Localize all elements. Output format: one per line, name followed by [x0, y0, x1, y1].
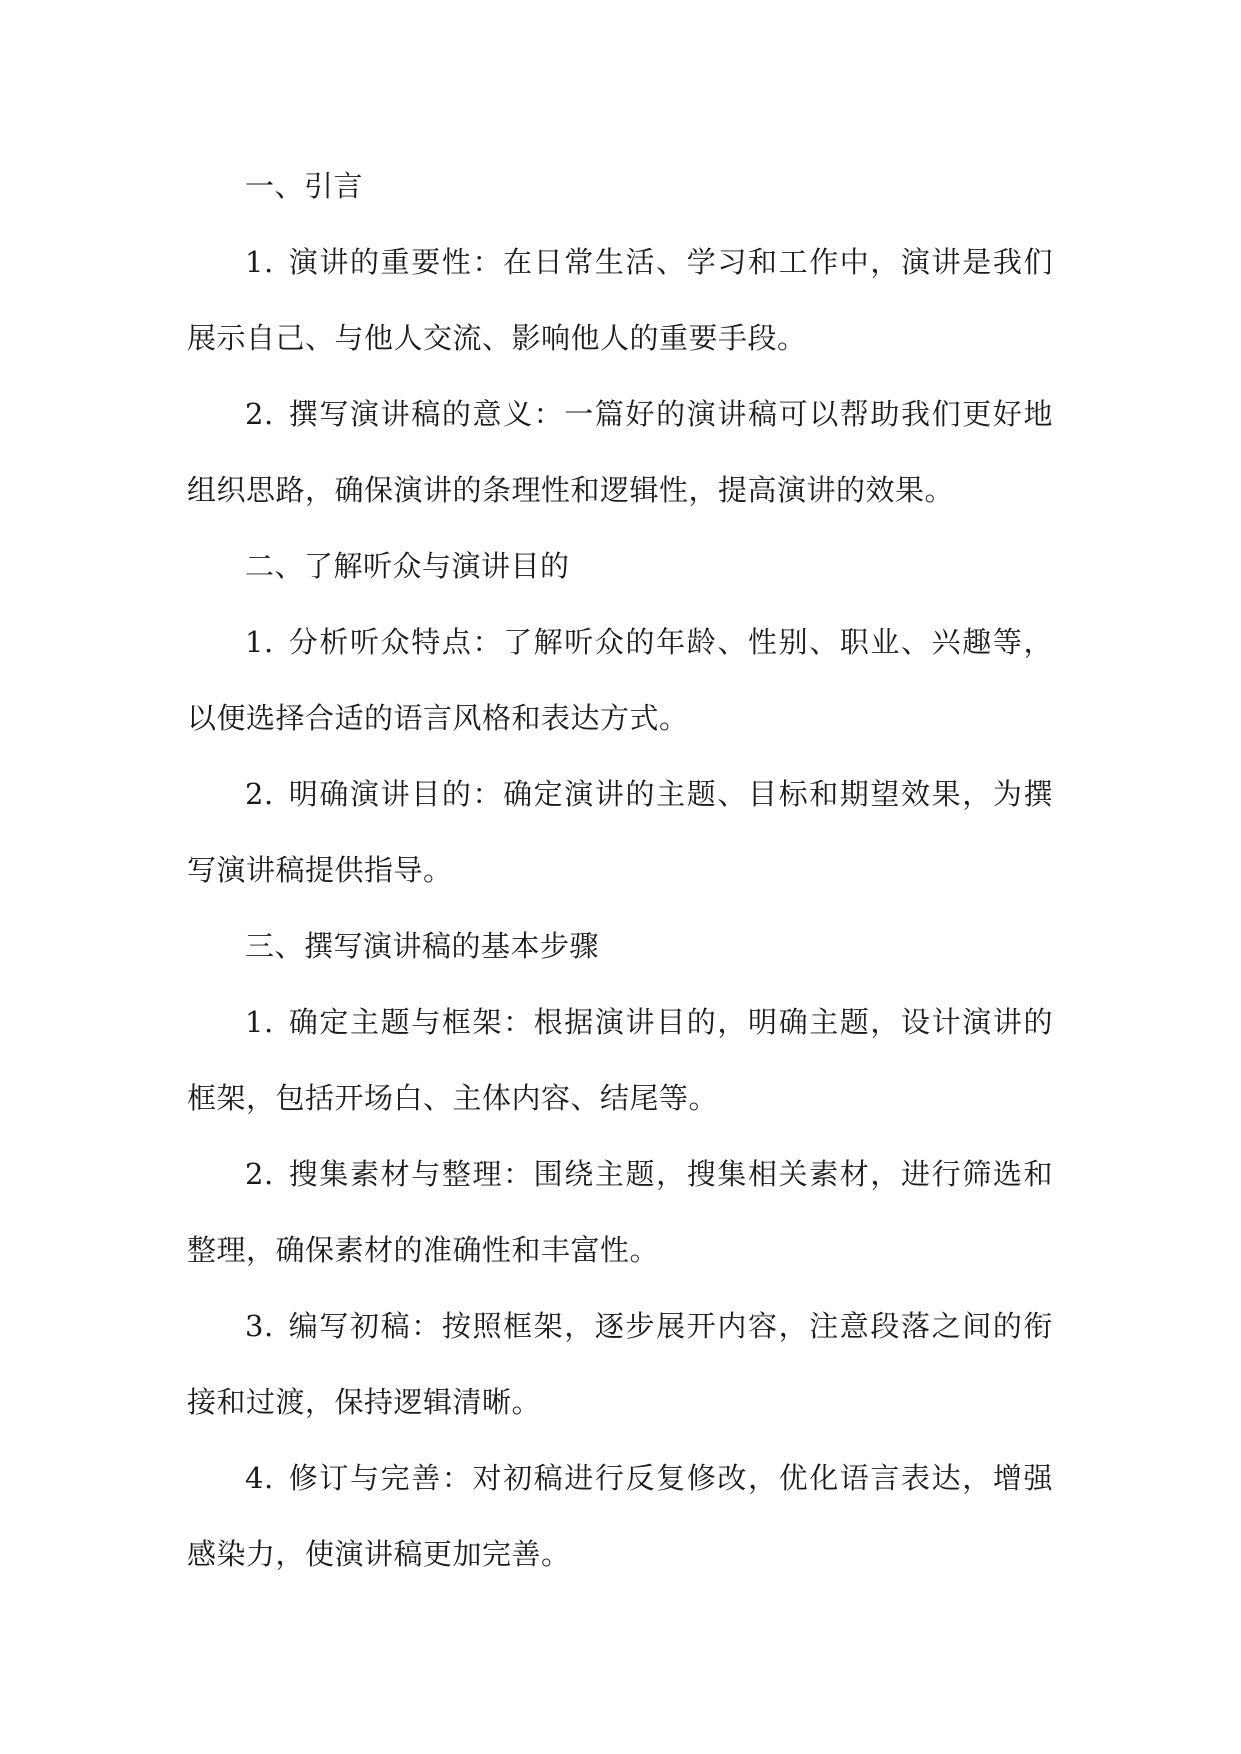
paragraph-text: 分析听众特点：了解听众的年龄、性别、职业、兴趣等，以便选择合适的语言风格和表达方式。: [187, 625, 1053, 735]
document-body: [187, 148, 1053, 1592]
list-item-meaning: [187, 376, 1053, 528]
list-item-analyze-audience: [187, 604, 1053, 756]
paragraph-text: 演讲的重要性：在日常生活、学习和工作中，演讲是我们展示自己、与他人交流、影响他人的重要手段。: [187, 245, 1053, 355]
paragraph-text: 明确演讲目的：确定演讲的主题、目标和期望效果，为撰写演讲稿提供指导。: [187, 777, 1053, 887]
list-number: 3.: [245, 1309, 274, 1343]
list-item-collect-material: [187, 1136, 1053, 1288]
list-number: 1.: [245, 1005, 274, 1039]
paragraph-text: 一、引言: [245, 169, 364, 203]
list-number: 2.: [245, 777, 274, 811]
list-number: 2.: [245, 397, 274, 431]
list-item-theme-framework: [187, 984, 1053, 1136]
paragraph-text: 三、撰写演讲稿的基本步骤: [245, 929, 600, 963]
section-heading-audience: [187, 528, 1053, 604]
paragraph-text: 搜集素材与整理：围绕主题，搜集相关素材，进行筛选和整理，确保素材的准确性和丰富性。: [187, 1157, 1053, 1267]
list-number: 1.: [245, 625, 274, 659]
list-item-first-draft: [187, 1288, 1053, 1440]
paragraph-text: 确定主题与框架：根据演讲目的，明确主题，设计演讲的框架，包括开场白、主体内容、结尾等。: [187, 1005, 1053, 1115]
list-item-define-purpose: [187, 756, 1053, 908]
section-heading-steps: [187, 908, 1053, 984]
list-number: 4.: [245, 1461, 274, 1495]
list-number: 1.: [245, 245, 274, 279]
paragraph-text: 编写初稿：按照框架，逐步展开内容，注意段落之间的衔接和过渡，保持逻辑清晰。: [187, 1309, 1053, 1419]
paragraph-text: 撰写演讲稿的意义：一篇好的演讲稿可以帮助我们更好地组织思路，确保演讲的条理性和逻辑性，提高演讲的效果。: [187, 397, 1053, 507]
list-item-importance: [187, 224, 1053, 376]
list-number: 2.: [245, 1157, 274, 1191]
list-item-revise: [187, 1440, 1053, 1592]
section-heading-intro: [187, 148, 1053, 224]
paragraph-text: 二、了解听众与演讲目的: [245, 549, 570, 583]
paragraph-text: 修订与完善：对初稿进行反复修改，优化语言表达，增强感染力，使演讲稿更加完善。: [187, 1461, 1053, 1571]
